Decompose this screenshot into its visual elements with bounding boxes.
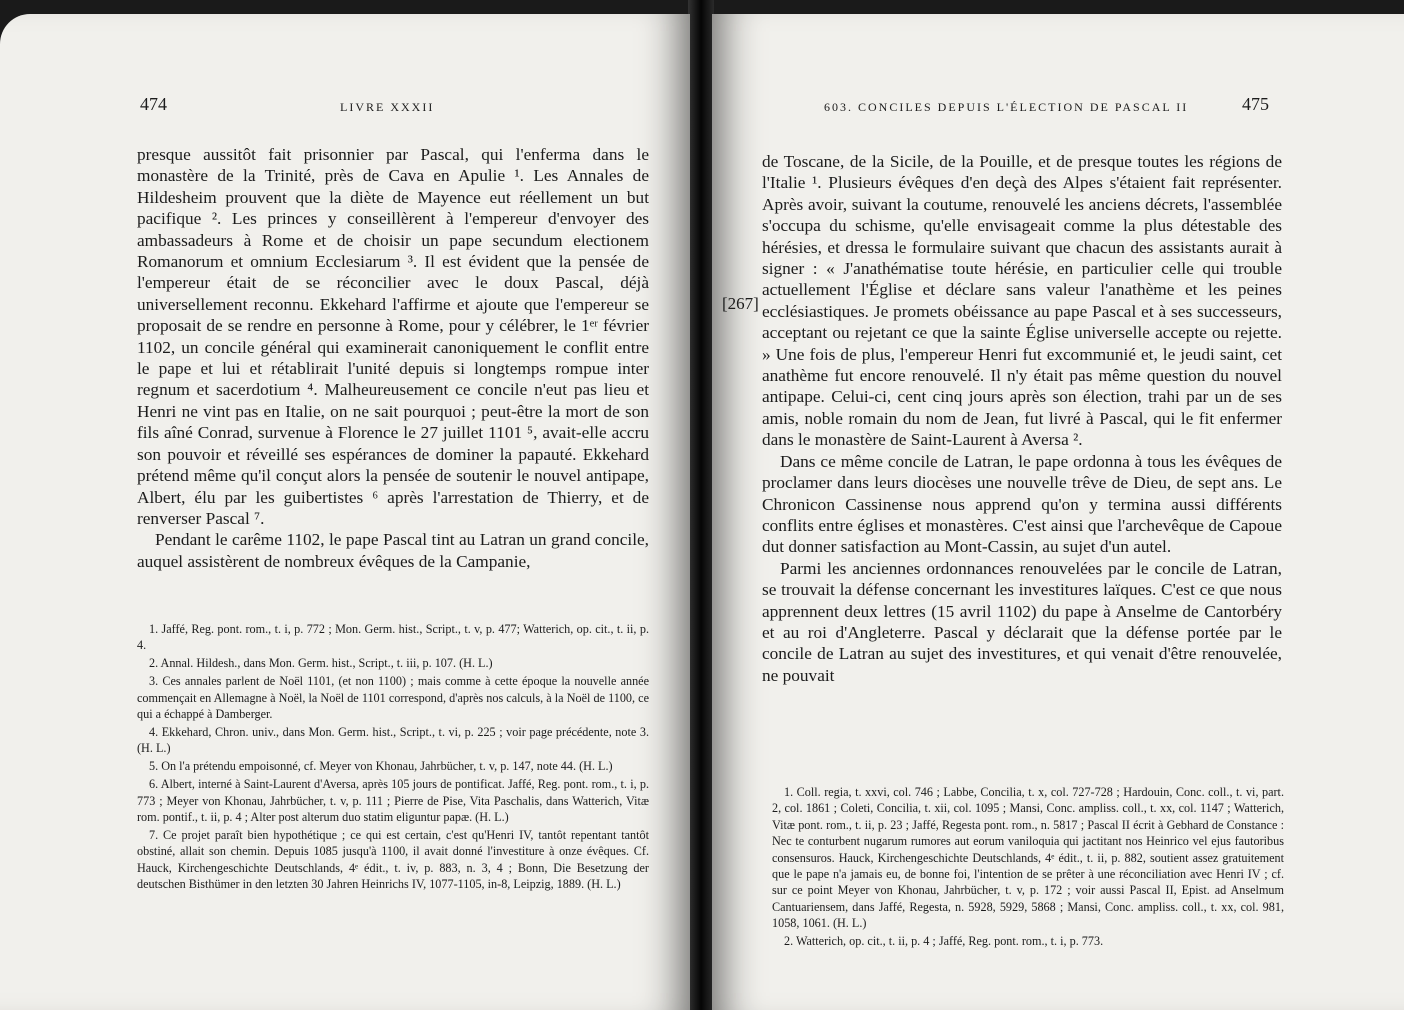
right-paragraph-1: de Toscane, de la Sicile, de la Pouille, et de presque toutes les régions de l'Italie ¹. Plusieurs évêques d'en deçà des Alpes s'étaient fait représenter. Après avoir, suivant la coutume, renouvelé les anciens décrets, l'assemblée s'occupa du schisme, qu'elle envisageait comme la plus détestable des hérésies, et dressa le formulaire suivant que chacun des assistants aurait à signer : « J'anathématise toute hérésie, en particulier celle qui trouble actuellement l'Église et déclare sans valeur l'anathème et les peines ecclésiastiques. Je promets obéissance au pape Pascal et à ses successeurs, acceptant ou rejetant ce que la sainte Église universelle accepte ou rejette. » Une fois de plus, l'empereur Henri fut excommunié et, le jeudi saint, cet anathème fut encore renouvelé. Il n'y était pas même question du nouvel antipape. Celui-ci, cent cinq jours après son élection, trahi par un de ses amis, noble romain du nom de Jean, fut livré à Pascal, qui le fit enfermer dans le monastère de Saint-Laurent à Aversa ². <box>762 152 1282 450</box>
left-paragraph-1: presque aussitôt fait prisonnier par Pascal, qui l'enferma dans le monastère de la Trinité, près de Cava en Apulie ¹. Les Annales de Hildesheim prouvent que la diète de Mayence eut réellement un but pacifique ². Les princes y conseillèrent à l'empereur d'envoyer des ambassadeurs à Rome et de choisir un pape secundum electionem Romanorum et omnium Ecclesiarum ³. Il est évident que la pensée de l'empereur était de se réconcilier avec le doux Pascal, déjà universellement reconnu. Ekkehard l'affirme et ajoute que l'empereur se proposait de se rendre en personne à Rome, pour y célébrer, le 1ᵉʳ février 1102, un concile général qui examinerait canoniquement le conflit entre le pape et lui et rétablirait l'unité depuis si longtemps rompue inter regnum et sacerdotium ⁴. Malheureusement ce concile n'eut pas lieu et Henri ne vint pas en Italie, on ne sait pourquoi ; peut-être la mort de son fils aîné Conrad, survenue à Florence le 27 juillet 1101 ⁵, avait-elle accru son pouvoir et réveillé ses espérances de dominer la papauté. Ekkehard prétend même qu'il conçut alors la pensée de soutenir le nouvel antipape, Albert, élu par les guibertistes ⁶ après l'arrestation de Thierry, et de renverser Pascal ⁷. <box>137 145 649 528</box>
book-gutter <box>688 0 714 1010</box>
right-running-head: 603. CONCILES DEPUIS L'ÉLECTION DE PASCAL II <box>824 100 1189 114</box>
left-page <box>0 14 690 1010</box>
left-footnote-4: 4. Ekkehard, Chron. univ., dans Mon. Germ. hist., Script., t. vi, p. 225 ; voir page précédente, note 3. (H. L.) <box>137 724 649 756</box>
left-footnote-6: 6. Albert, interné à Saint-Laurent d'Aversa, après 105 jours de pontificat. Jaffé, Reg. pont. rom., t. i, p. 773 ; Meyer von Khonau, Jahrbücher, t. v, p. 111 ; Pierre de Pise, Vita Paschalis, dans Watterich, Vitæ rom. pontif., t. ii, p. 4 ; Alter post alterum duo statim eliguntur papæ. (H. L.) <box>137 777 649 824</box>
right-footnote-2: 2. Watterich, op. cit., t. ii, p. 4 ; Jaffé, Reg. pont. rom., t. i, p. 773. <box>784 934 1104 949</box>
left-footnote-2: 2. Annal. Hildesh., dans Mon. Germ. hist., Script., t. iii, p. 107. (H. L.) <box>149 656 493 671</box>
left-paragraph-2: Pendant le carême 1102, le pape Pascal tint au Latran un grand concile, auquel assistèrent de nombreux évêques de la Campanie, <box>137 530 649 571</box>
left-footnote-7: 7. Ce projet paraît bien hypothétique ; ce qui est certain, c'est qu'Henri IV, tantôt repentant tantôt obstiné, allait son chemin. Depuis 1085 jusqu'à 1100, il avait donné l'investiture à onze évêques. Cf. Hauck, Kirchengeschichte Deutschlands, 4ᵉ édit., t. iv, p. 883, n. 3, 4 ; Bonn, Die Besetzung der deutschen Bisthümer in den letzten 30 Jahren Heinrichs IV, 1077-1105, in-8, Leipzig, 1889. (H. L.) <box>137 827 649 892</box>
right-page <box>712 14 1404 1010</box>
right-body-text <box>762 151 1282 686</box>
left-body-text <box>137 144 649 572</box>
right-paragraph-3: Parmi les anciennes ordonnances renouvelées par le concile de Latran, se trouvait la défense concernant les investitures laïques. C'est ce que nous apprennent deux lettres (15 avril 1102) du pape à Anselme de Cantorbéry et au roi d'Angleterre. Pascal y déclarait que la défense portée par le concile de Latran au sujet des investitures, et qui venait d'être renouvelée, ne pouvait <box>762 558 1282 685</box>
right-page-number: 475 <box>1242 94 1269 114</box>
margin-page-mark: [267] <box>722 294 759 313</box>
left-footnote-1: 1. Jaffé, Reg. pont. rom., t. i, p. 772 ; Mon. Germ. hist., Script., t. v, p. 477; Watterich, op. cit., t. ii, p. 4. <box>137 622 649 653</box>
left-page-number: 474 <box>140 94 167 114</box>
left-footnotes <box>137 621 649 894</box>
right-footnotes <box>772 784 1284 951</box>
left-footnote-3: 3. Ces annales parlent de Noël 1101, (et non 1100) ; mais comme à cette époque la nouvelle année commençait en Allemagne à Noël, la Noël de 1101 correspond, d'après nos calculs, à la Noël de 1100, ce qui a échappé à Damberger. <box>137 674 649 722</box>
right-paragraph-2: Dans ce même concile de Latran, le pape ordonna à tous les évêques de proclamer dans leurs diocèses une nouvelle trêve de Dieu, de sept ans. Le Chronicon Cassinense nous apprend qu'on y termina aussi différents conflits entre églises et monastères. C'est ainsi que l'archevêque de Capoue dut donner satisfaction au Mont-Cassin, au sujet d'un autel. <box>762 451 1282 557</box>
left-running-head: LIVRE XXXII <box>340 100 435 114</box>
left-footnote-5: 5. On l'a prétendu empoisonné, cf. Meyer von Khonau, Jahrbücher, t. v, p. 147, note 44. (H. L.) <box>149 759 613 774</box>
right-footnote-1: 1. Coll. regia, t. xxvi, col. 746 ; Labbe, Concilia, t. x, col. 727-728 ; Hardouin, Conc. coll., t. vi, part. 2, col. 1861 ; Coleti, Concilia, t. xii, col. 1095 ; Mansi, Conc. ampliss. coll., t. xx, col. 1147 ; Watterich, Vitæ pont. rom., t. ii, p. 23 ; Jaffé, Regesta pont. rom., n. 5817 ; Pascal II écrit à Gebhard de Constance : Nec te conturbent nugarum rumores aut eorum vaniloquia qui jactitant nos Heinrico vel ejus fautoribus consensuros. Hauck, Kirchengeschichte Deutschlands, 4ᵉ édit., t. ii, p. 882, soutient assez gratuitement que le pape n'a jamais eu, de bonne foi, l'intention de se prêter à une réconciliation avec Henri IV ; cf. sur ce point Meyer von Khonau, Jahrbücher, t. v, p. 172 ; voir aussi Pascal II, Epist. ad Anselmum Cantuariensem, dans Jaffé, Regesta, n. 5928, 5929, 5868 ; Mansi, Conc. ampliss. coll., t. xx, col. 981, 1058, 1061. (H. L.) <box>772 785 1284 931</box>
